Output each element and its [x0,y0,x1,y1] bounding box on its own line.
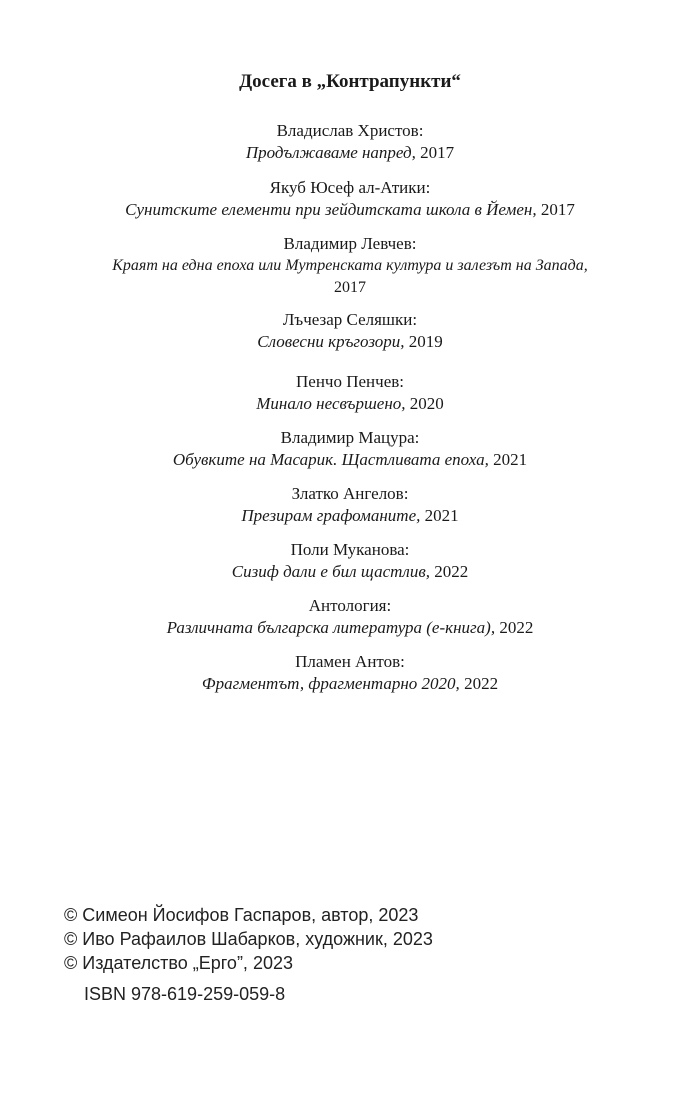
entry-title: Продължаваме напред, [245,143,416,162]
entry-work [0,393,700,415]
book-entry [0,595,700,639]
entry-work [0,505,700,527]
entry-year: 2022 [495,618,534,637]
entry-year: 2021 [420,506,459,525]
entry-author: Златко Ангелов: [291,484,409,503]
entry-author: Владимир Мацура: [280,428,420,447]
entry-title: Минало несвършено, [256,394,406,413]
entry-work [0,199,700,221]
entry-title: Обувките на Масарик. Щастливата епоха, [172,450,489,469]
entry-year: 2017 [536,200,575,219]
entry-author: Поли Муканова: [290,540,410,559]
entry-work [0,561,700,583]
copyright-block [64,903,433,1006]
entry-work [0,617,700,639]
entry-year: 2022 [429,562,469,581]
entry-year: 2020 [405,394,444,413]
book-entry [0,427,700,471]
entry-work [0,255,700,299]
book-entry [0,309,700,353]
page-heading: Досега в „Контрапункти“ [239,71,461,92]
entry-work [0,449,700,471]
entry-year: 2022 [459,674,499,693]
entry-year: 2021 [488,450,528,469]
copyright-publisher: © Издателство „Ерго”, 2023 [64,953,293,973]
entry-work [0,673,700,695]
isbn: ISBN 978-619-259-059-8 [84,984,286,1004]
entry-author: Лъчезар Селяшки: [282,310,418,329]
entry-author: Пенчо Пенчев: [296,372,404,391]
entry-title: Сизиф дали е бил щастлив, [231,562,430,581]
entry-title: Различната българска литература (е-книга), [166,618,496,637]
entry-author: Антология: [308,596,392,615]
book-entry [0,483,700,527]
entry-author: Владимир Левчев: [283,234,417,253]
entry-title: Презирам графоманите, [241,506,421,525]
entry-year: 2019 [404,332,443,351]
book-entry [0,233,700,299]
copyright-artist: © Иво Рафаилов Шабарков, художник, 2023 [64,929,433,949]
entry-title: Сунитските елементи при зейдитската школа в Йемен, [125,200,537,219]
entry-author: Якуб Юсеф ал-Атики: [269,178,431,197]
book-entry [0,177,700,221]
book-entry [0,539,700,583]
entry-title: Краят на една епоха или Мутренската култура и залезът на Запада, [112,257,588,274]
entry-author: Владислав Христов: [276,121,424,140]
entry-title: Словесни кръгозори, [257,332,405,351]
entry-year: 2017 [334,279,366,296]
book-entry [0,120,700,164]
entry-work [0,142,700,164]
book-entry [0,651,700,695]
copyright-author: © Симеон Йосифов Гаспаров, автор, 2023 [64,905,419,925]
entry-work [0,331,700,353]
entry-author: Пламен Антов: [295,652,405,671]
entry-title: Фрагментът, фрагментарно 2020, [201,674,460,693]
book-entry [0,371,700,415]
entry-year: 2017 [415,143,455,162]
